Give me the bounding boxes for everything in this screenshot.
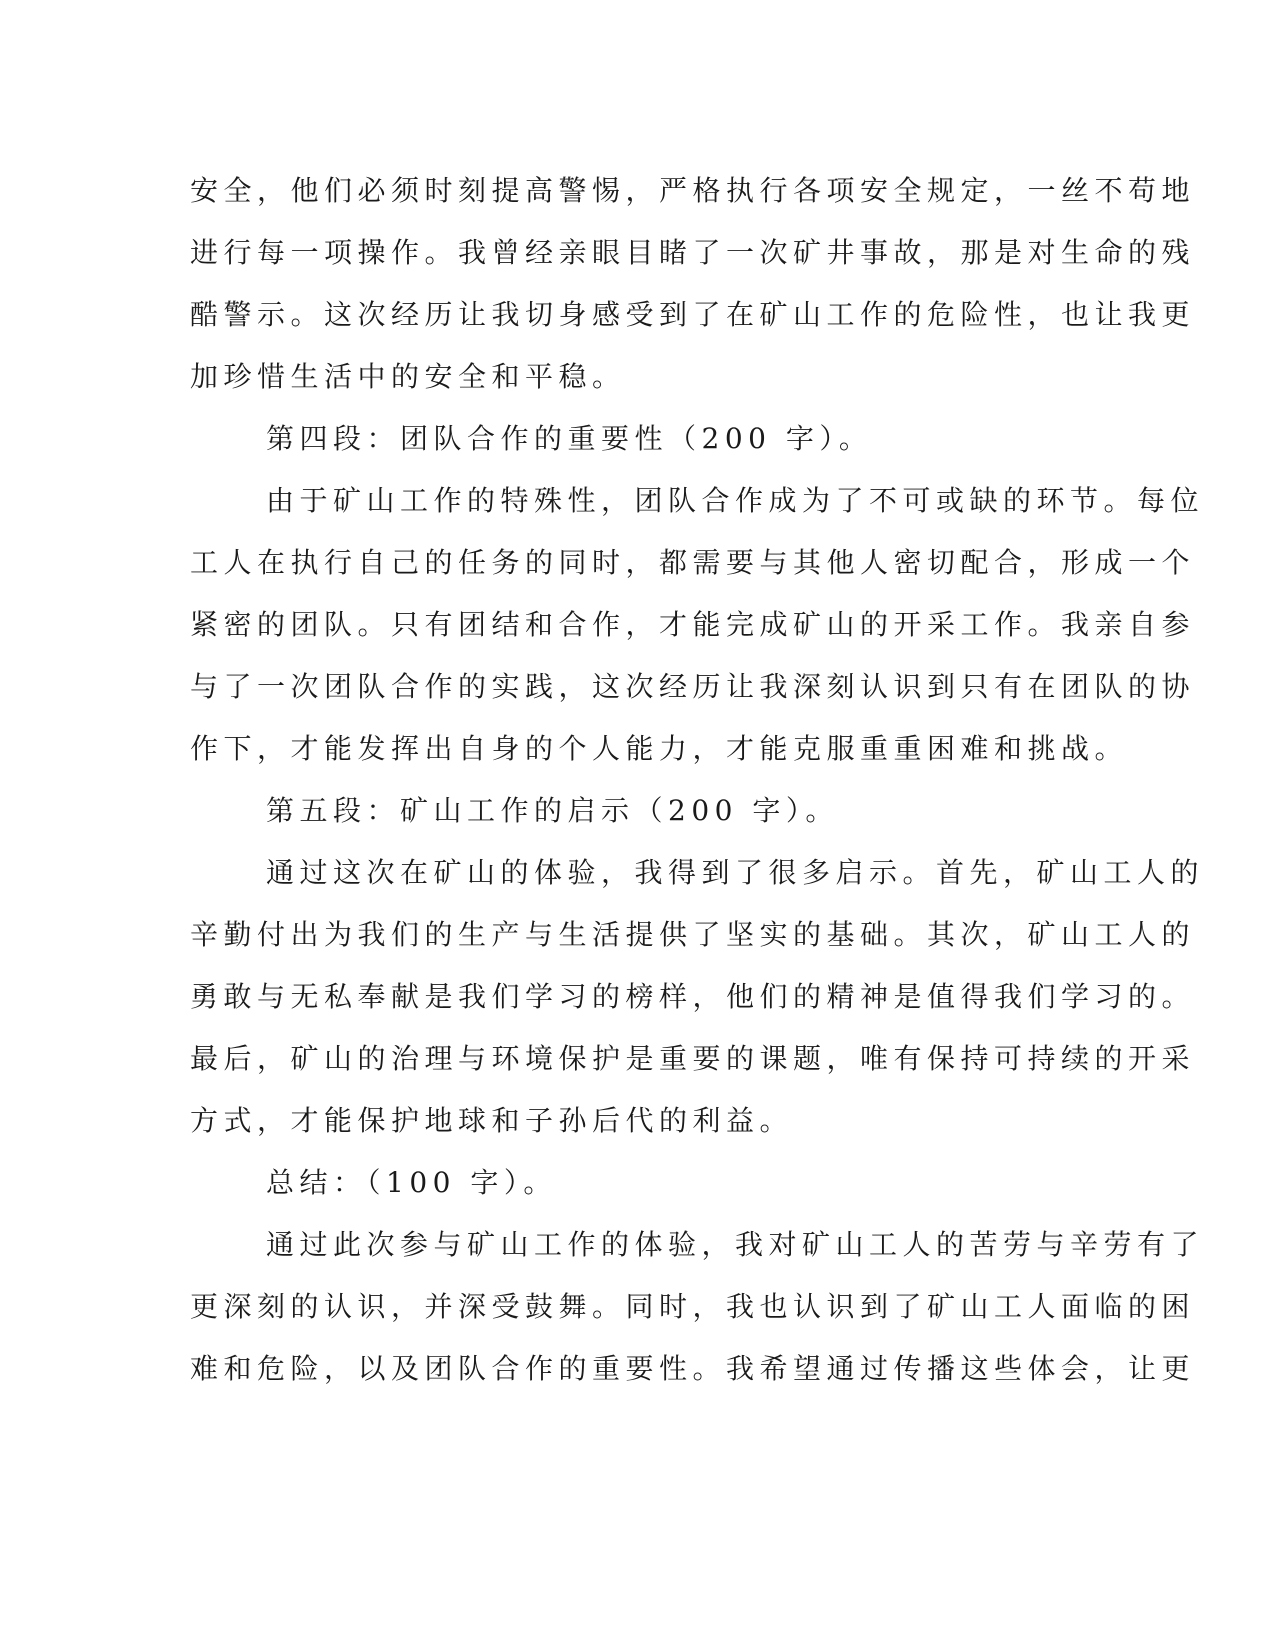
document-body [190, 160, 1205, 1400]
paragraph-summary [190, 1214, 1205, 1400]
section-heading-summary: 总结：（100 字）。 [266, 1166, 557, 1199]
text-line: 安全，他们必须时刻提高警惕，严格执行各项安全规定，一丝不苟地 [190, 174, 1196, 207]
text-line: 加珍惜生活中的安全和平稳。 [190, 360, 626, 393]
paragraph-safety [190, 160, 1196, 408]
text-line: 难和危险，以及团队合作的重要性。我希望通过传播这些体会，让更 [190, 1352, 1196, 1385]
text-line: 通过这次在矿山的体验，我得到了很多启示。首先，矿山工人的 [266, 856, 1205, 889]
text-line: 勇敢与无私奉献是我们学习的榜样，他们的精神是值得我们学习的。 [190, 980, 1196, 1013]
text-line: 辛勤付出为我们的生产与生活提供了坚实的基础。其次，矿山工人的 [190, 918, 1196, 951]
text-line: 酷警示。这次经历让我切身感受到了在矿山工作的危险性，也让我更 [190, 298, 1196, 331]
paragraph-insights [190, 842, 1205, 1152]
text-line: 更深刻的认识，并深受鼓舞。同时，我也认识到了矿山工人面临的困 [190, 1290, 1196, 1323]
text-line: 最后，矿山的治理与环境保护是重要的课题，唯有保持可持续的开采 [190, 1042, 1196, 1075]
text-line: 作下，才能发挥出自身的个人能力，才能克服重重困难和挑战。 [190, 732, 1129, 765]
text-line: 紧密的团队。只有团结和合作，才能完成矿山的开采工作。我亲自参 [190, 608, 1196, 641]
text-line: 工人在执行自己的任务的同时，都需要与其他人密切配合，形成一个 [190, 546, 1196, 579]
section-heading-5: 第五段：矿山工作的启示（200 字）。 [266, 794, 839, 827]
text-line: 由于矿山工作的特殊性，团队合作成为了不可或缺的环节。每位 [266, 484, 1205, 517]
text-line: 进行每一项操作。我曾经亲眼目睹了一次矿井事故，那是对生命的残 [190, 236, 1196, 269]
text-line: 方式，才能保护地球和子孙后代的利益。 [190, 1104, 794, 1137]
text-line: 通过此次参与矿山工作的体验，我对矿山工人的苦劳与辛劳有了 [266, 1228, 1205, 1261]
paragraph-teamwork [190, 470, 1205, 780]
text-line: 与了一次团队合作的实践，这次经历让我深刻认识到只有在团队的协 [190, 670, 1196, 703]
section-heading-4: 第四段：团队合作的重要性（200 字）。 [266, 422, 873, 455]
